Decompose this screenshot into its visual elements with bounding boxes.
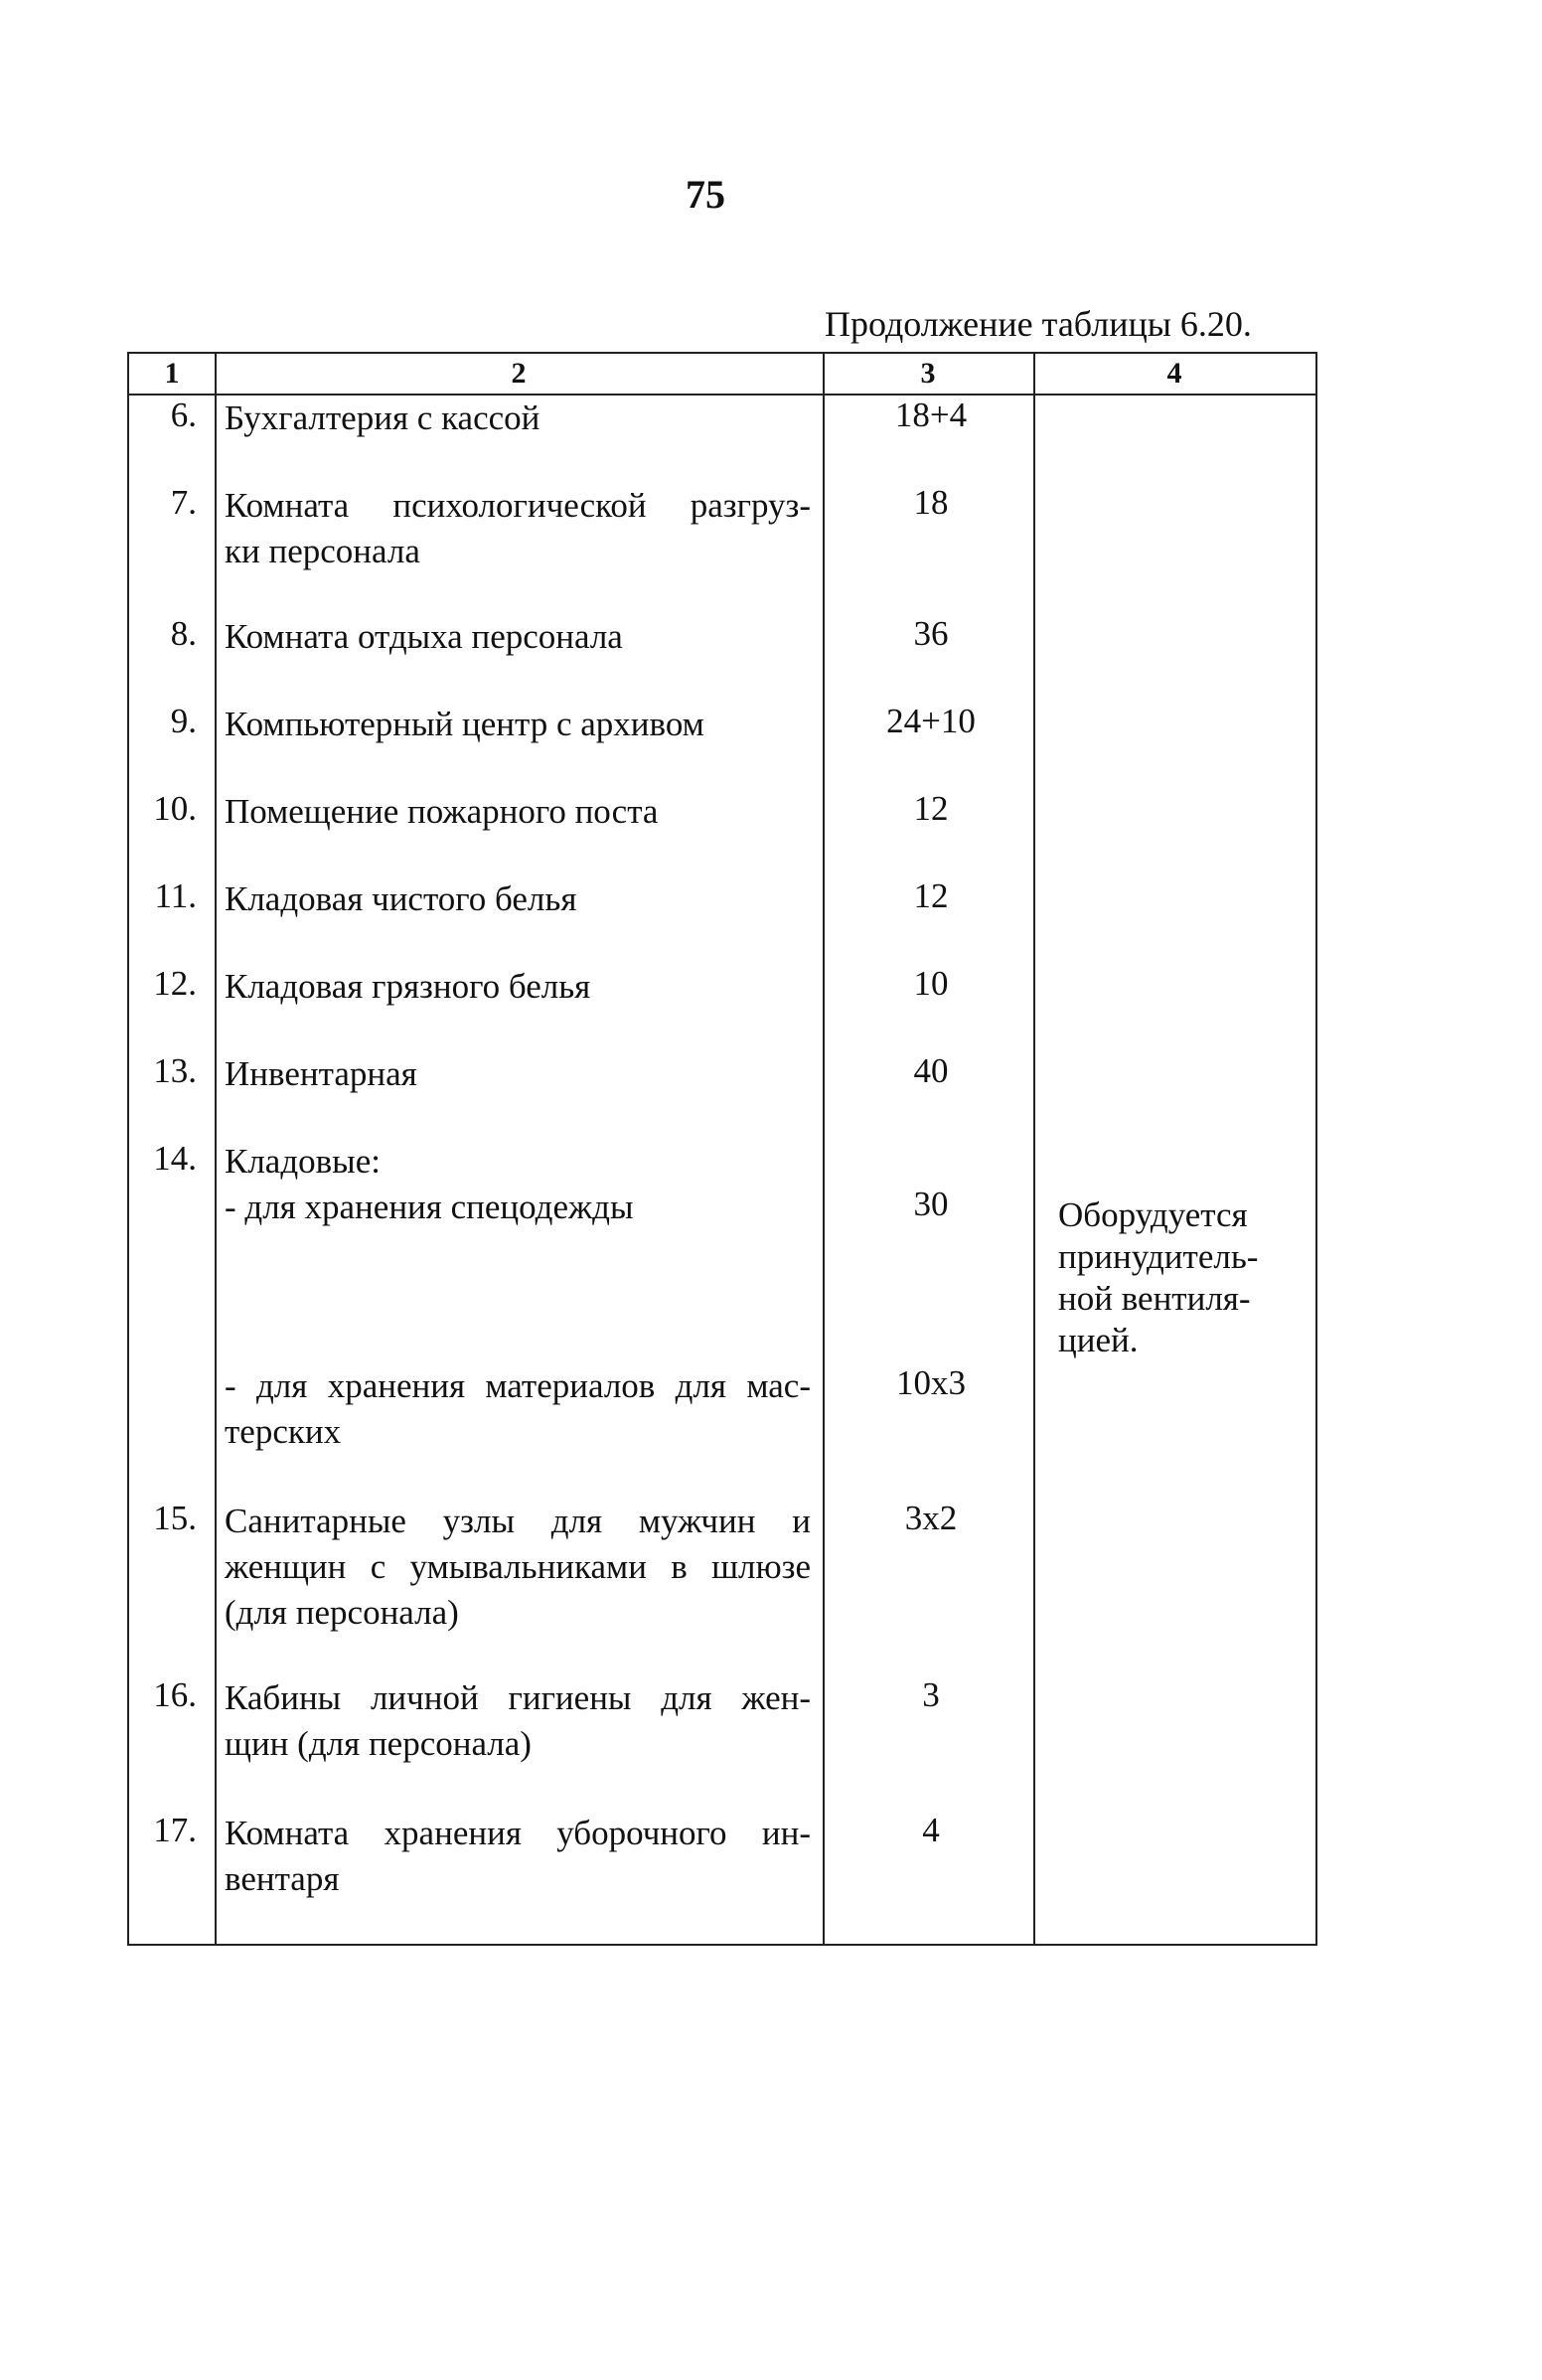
area-value: 12 [913,789,949,828]
header-cell-3: 3 [920,357,936,390]
area-value: 18+4 [894,396,968,434]
room-name-line: Кабины личной гигиены для жен- [225,1678,811,1717]
area-value: 18 [913,483,949,522]
row-number: 7. [170,483,197,522]
room-name [225,1185,811,1230]
row-number: 11. [154,876,197,915]
room-name-line: Комната психологической разгруз- [225,486,811,525]
row-number: 12. [153,964,197,1003]
header-cell-2: 2 [511,357,527,390]
row-number: 10. [153,789,197,828]
note-line: ной вентиля- [1058,1279,1251,1318]
note-line: цией. [1058,1321,1139,1359]
area-value: 12 [913,876,949,915]
room-name-line: Комната хранения уборочного ин- [225,1814,811,1852]
header-cell-1: 1 [164,357,180,390]
room-name [225,876,811,922]
note-line: принудитель- [1058,1237,1259,1276]
area-value: 30 [913,1185,949,1223]
area-value: 36 [913,614,949,653]
room-name [225,1675,811,1767]
area-value: 3x2 [904,1499,958,1537]
room-name-line: Помещение пожарного поста [225,792,659,831]
room-name [225,964,811,1010]
row-number: 14. [153,1139,197,1178]
ventilation-note [1058,1194,1307,1361]
room-name-line: Бухгалтерия с кассой [225,398,540,437]
column-divider [215,354,217,1944]
room-name-line: Инвентарная [225,1054,417,1093]
room-name-line: Компьютерный центр с архивом [225,705,704,743]
room-name [225,1051,811,1097]
room-name-line: вентаря [225,1859,340,1898]
area-value: 10x3 [896,1363,966,1402]
area-value: 4 [922,1811,940,1849]
row-number: 17. [153,1811,197,1849]
area-value: 3 [922,1675,940,1714]
room-name-line: ки персонала [225,532,420,570]
room-name [225,483,811,574]
room-name [225,1811,811,1902]
area-value: 40 [913,1051,949,1090]
row-number: 15. [153,1499,197,1537]
page-number: 75 [686,172,725,217]
room-name [225,702,811,747]
table-caption: Продолжение таблицы 6.20. [825,304,1252,344]
room-name-line: - для хранения материалов для мас- [225,1366,811,1405]
header-cell-4: 4 [1166,357,1182,390]
room-name [225,1139,811,1185]
note-line: Оборудуется [1058,1195,1248,1234]
area-value: 24+10 [886,702,976,740]
row-number: 8. [170,614,197,653]
room-name-line: (для персонала) [225,1593,459,1632]
room-name-line: Санитарные узлы для мужчин и [225,1502,811,1540]
room-name-line: женщин с умывальниками в шлюзе [225,1547,811,1586]
room-name-line: Кладовая грязного белья [225,967,591,1006]
room-name-line: Комната отдыха персонала [225,617,623,656]
row-number: 13. [153,1051,197,1090]
room-name [225,789,811,835]
room-name-line: - для хранения спецодежды [225,1188,634,1226]
row-number: 16. [153,1675,197,1714]
room-name-line: терских [225,1412,342,1451]
room-name [225,1499,811,1636]
row-number: 6. [170,396,197,434]
column-divider [823,354,825,1944]
row-number: 9. [170,702,197,740]
room-name [225,614,811,660]
room-name-line: Кладовые: [225,1142,381,1181]
room-name-line: Кладовая чистого белья [225,879,577,918]
room-name-line: щин (для персонала) [225,1724,532,1763]
room-name [225,396,811,441]
area-value: 10 [913,964,949,1003]
room-name [225,1363,811,1455]
table [127,352,1317,1946]
